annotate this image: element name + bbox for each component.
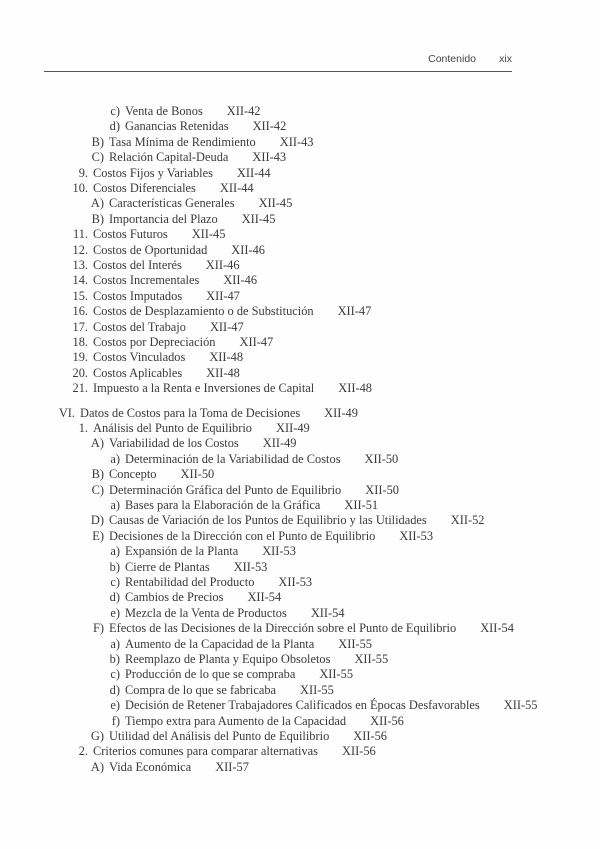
toc-entry-page-ref: XII-56 [353,729,387,743]
toc-entry-number: 15. [72,288,88,303]
toc-entry-title: Rentabilidad del Producto [125,575,255,589]
toc-entry-number: a) [110,451,120,466]
toc-entry-page-ref: XII-57 [215,759,249,774]
toc-entry-page-ref: XII-43 [279,134,314,149]
toc-entry-number: 19. [72,350,88,365]
toc-entry-number: A) [90,196,104,211]
toc-entry [0,304,371,319]
toc-entry-title: Producción de lo que se compraba [125,667,296,682]
toc-entry-title: Variabilidad de los Costos [109,436,239,451]
toc-entry [0,760,249,775]
toc-entry-title: Costos de Oportunidad [93,242,208,257]
toc-entry-page-ref: XII-55 [503,698,538,713]
toc-entry-page-ref: XII-45 [191,227,226,242]
toc-entry [0,381,372,396]
toc-entry-number: f) [111,713,120,728]
toc-entry-number: 17. [72,319,88,334]
toc-entry-title: Cambios de Precios [125,590,224,605]
toc-entry-title: Tasa Mínima de Rendimiento [109,134,256,149]
toc-entry-number: F) [92,621,104,636]
toc-entry-number: A) [90,759,104,774]
toc-entry-number: 13. [72,258,88,272]
toc-entry-number: a) [110,636,120,651]
toc-entry-page-ref: XII-53 [233,559,268,574]
toc-entry-number: 10. [72,181,88,195]
toc-entry [0,421,310,436]
toc-entry-number: C) [91,150,104,165]
toc-entry [0,196,292,211]
toc-entry-number: 12. [72,242,88,257]
toc-entry-title: Bases para la Elaboración de la Gráfica [125,498,321,512]
toc-entry [0,243,265,258]
toc-entry-page-ref: XII-46 [205,258,240,272]
toc-entry-title: Decisión de Retener Trabajadores Calificados en Épocas Desfavorables [125,698,480,713]
toc-entry-page-ref: XII-44 [236,165,271,180]
header-title: Contenido [428,53,476,65]
toc-entry-number: b) [109,652,120,666]
toc-entry-page-ref: XII-54 [247,590,282,605]
toc-entry-page-ref: XII-48 [209,350,244,365]
toc-entry [0,498,378,513]
toc-entry [0,366,240,381]
toc-entry-number: G) [90,729,104,743]
toc-entry-number: a) [110,498,120,512]
toc-entry-page-ref: XII-52 [450,513,485,528]
toc-entry [0,212,275,227]
toc-entry-title: Mezcla de la Venta de Productos [125,605,287,620]
toc-entry-title: Relación Capital-Deuda [109,150,229,165]
toc-entry-page-ref: XII-55 [319,667,354,682]
toc-entry-title: Costos Incrementales [93,273,200,288]
toc-entry [0,166,271,181]
toc-entry-page-ref: XII-53 [399,528,434,543]
toc-entry-page-ref: XII-51 [344,498,379,512]
toc-entry-number: d) [109,119,120,134]
toc-entry-number: e) [110,605,120,620]
toc-entry-page-ref: XII-46 [223,273,258,288]
toc-entry-title: Importancia del Plazo [109,211,218,226]
toc-entry-number: B) [91,134,104,149]
toc-entry [0,406,358,421]
toc-entry [0,513,484,528]
toc-entry-number: 9. [78,165,88,180]
toc-entry-page-ref: XII-42 [226,104,261,118]
toc-entry-page-ref: XII-50 [365,482,399,497]
toc-entry-title: Impuesto a la Renta e Inversiones de Capital [93,381,315,396]
toc-entry-page-ref: XII-56 [370,713,404,728]
toc-entry-title: Vida Económica [109,759,192,774]
toc-entry-page-ref: XII-48 [206,365,240,380]
toc-entry [0,181,254,196]
toc-entry-number: B) [91,467,104,482]
toc-entry-title: Reemplazo de Planta y Equipo Obsoletos [125,652,331,666]
toc-entry-title: Costos de Desplazamiento o de Substitución [93,304,314,319]
toc-entry-page-ref: XII-42 [252,119,287,134]
toc-entry-title: Costos Aplicables [93,365,183,380]
toc-entry-title: Características Generales [109,196,235,211]
toc-entry-title: Compra de lo que se fabricaba [125,682,277,697]
toc-entry [0,436,296,451]
toc-entry-page-ref: XII-50 [180,467,215,482]
toc-entry [0,529,433,544]
toc-entry-page-ref: XII-49 [276,421,310,435]
toc-entry-number: 21. [72,381,88,396]
toc-entry-page-ref: XII-56 [342,744,376,759]
toc-entry [0,227,225,242]
toc-entry-number: 14. [72,273,88,288]
toc-entry [0,273,257,288]
toc-entry [0,637,372,652]
toc-entry-page-ref: XII-47 [209,319,244,334]
toc-entry-title: Costos del Trabajo [93,319,186,334]
toc-entry-number: C) [91,482,104,497]
toc-entry [0,150,286,165]
toc-entry-page-ref: XII-54 [480,621,514,636]
toc-entry-number: c) [110,667,120,682]
toc-entry-number: 1. [78,421,88,435]
toc-entry-number: 2. [78,744,88,759]
toc-entry-number: d) [109,590,120,605]
toc-entry [0,667,353,682]
toc-entry-title: Costos del Interés [93,258,182,272]
toc-entry-title: Tiempo extra para Aumento de la Capacidad [125,713,347,728]
toc-entry-page-ref: XII-43 [252,150,287,165]
toc-entry-title: Efectos de las Decisiones de la Dirección sobre el Punto de Equilibrio [109,621,457,636]
toc-entry [0,452,398,467]
toc-entry-title: Costos por Depreciación [93,335,216,349]
toc-entry-title: Costos Futuros [93,227,168,242]
toc-entry [0,544,296,559]
toc-entry-title: Aumento de la Capacidad de la Planta [125,636,315,651]
toc-entry-title: Venta de Bonos [125,104,203,118]
toc-entry [0,104,261,119]
toc-entry-title: Costos Diferenciales [93,181,196,195]
toc-entry-title: Concepto [109,467,157,482]
toc-entry-number: a) [110,544,120,559]
toc-entry-page-ref: XII-47 [206,288,240,303]
running-header [44,53,512,72]
toc-entry [0,606,345,621]
toc-entry-page-ref: XII-55 [338,636,372,651]
toc-entry-number: c) [110,575,120,589]
toc-entry-number: E) [92,528,104,543]
toc-entry-title: Determinación de la Variabilidad de Costos [125,451,341,466]
toc-entry-title: Determinación Gráfica del Punto de Equilibrio [109,482,342,497]
toc-entry-page-ref: XII-50 [364,451,399,466]
toc-entry [0,575,312,590]
toc-entry [0,652,388,667]
toc-entry-title: Análisis del Punto de Equilibrio [93,421,253,435]
toc-entry [0,698,537,713]
toc-entry-number: 18. [72,335,88,349]
toc-entry-title: Expansión de la Planta [125,544,239,559]
toc-entry-title: Costos Vinculados [93,350,186,365]
toc-entry-number: 11. [72,227,88,242]
toc-entry-page-ref: XII-54 [310,605,345,620]
toc-entry-page-ref: XII-49 [324,405,358,420]
toc-entry-number: b) [109,559,120,574]
toc-entry [0,258,240,273]
toc-entry [0,320,244,335]
toc-entry [0,335,273,350]
toc-entry-title: Costos Fijos y Variables [93,165,213,180]
toc-entry-title: Datos de Costos para la Toma de Decisiones [80,405,301,420]
toc-entry-page-ref: XII-46 [231,242,265,257]
toc-entry-title: Causas de Variación de los Puntos de Equilibrio y las Utilidades [109,513,427,528]
toc-entry-title: Costos Imputados [93,288,183,303]
toc-entry [0,483,399,498]
toc-entry-title: Ganancias Retenidas [125,119,229,134]
toc-entry-page-ref: XII-49 [262,436,297,451]
toc-entry-title: Criterios comunes para comparar alternativas [93,744,319,759]
toc-entry-number: B) [91,211,104,226]
toc-entry-page-ref: XII-45 [241,211,276,226]
toc-entry-title: Utilidad del Análisis del Punto de Equilibrio [109,729,330,743]
toc-entry-title: Decisiones de la Dirección con el Punto de Equilibrio [109,528,376,543]
toc-entry [0,621,514,636]
toc-entry-page-ref: XII-44 [219,181,254,195]
toc-entry [0,729,387,744]
toc-entry-number: 20. [72,365,88,380]
toc-entry-number: 16. [72,304,88,319]
toc-entry-page-ref: XII-53 [278,575,313,589]
toc-entry-page-ref: XII-47 [337,304,372,319]
toc-entry [0,714,404,729]
toc-entry-title: Cierre de Plantas [125,559,210,574]
toc-entry [0,119,286,134]
toc-entry-number: e) [110,698,120,713]
toc-entry [0,467,214,482]
toc-entry-number: A) [90,436,104,451]
toc-entry-page-ref: XII-55 [300,682,334,697]
toc-entry-number: VI. [58,405,75,420]
toc-entry-page-ref: XII-45 [258,196,293,211]
toc-entry [0,289,240,304]
toc-entry [0,683,334,698]
toc-entry-page-ref: XII-48 [338,381,372,396]
toc-entry [0,350,243,365]
toc-entry-page-ref: XII-53 [262,544,296,559]
toc-entry [0,135,313,150]
toc-entry-page-ref: XII-55 [354,652,389,666]
header-page-number: xix [499,53,512,65]
toc-entry-number: D) [90,513,104,528]
toc-entry-number: c) [110,104,120,118]
toc-entry [0,744,376,759]
toc-entry [0,560,267,575]
toc-entry-page-ref: XII-47 [239,335,274,349]
toc-entry [0,590,281,605]
toc-entry-number: d) [109,682,120,697]
